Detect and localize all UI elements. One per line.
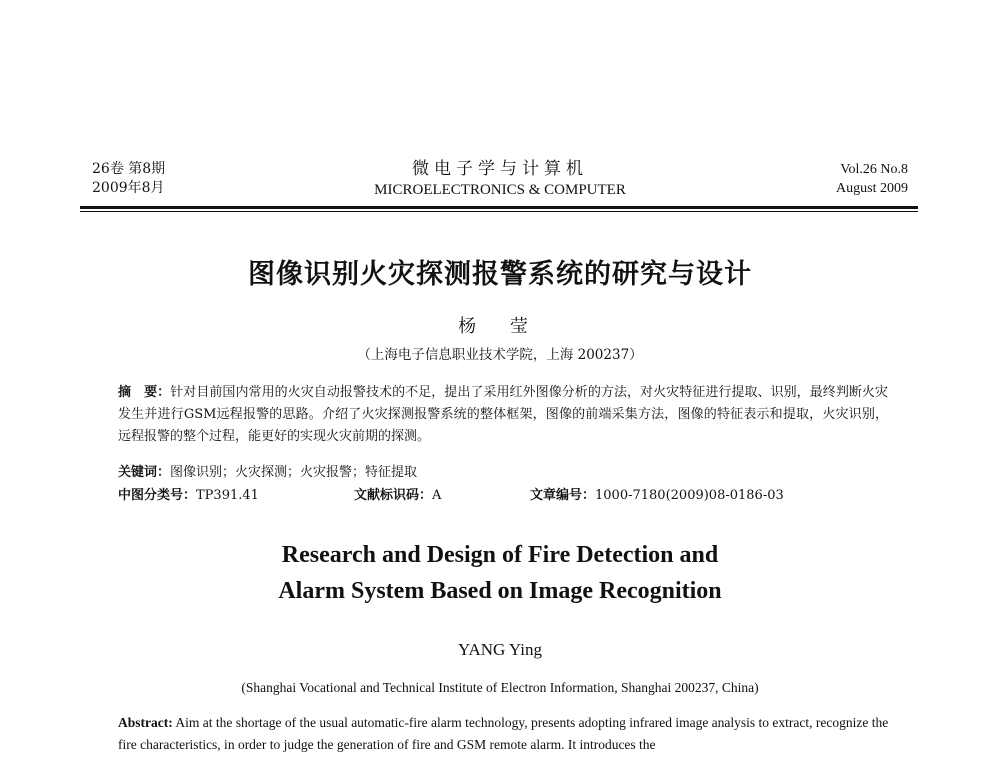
article-number-value: 1000-7180(2009)08-0186-03 (595, 488, 784, 503)
journal-name-en: MICROELECTRONICS & COMPUTER (374, 182, 626, 198)
clc-number (118, 484, 259, 503)
doc-code-label: 文献标识码： (354, 488, 433, 503)
abstract-cn (118, 382, 888, 448)
author-en: YANG Ying (458, 640, 542, 659)
header-volume-cn-text: 26卷 第8期 (92, 161, 166, 177)
paper-title-cn: 图像识别火灾探测报警系统的研究与设计 (248, 259, 752, 290)
abstract-cn-label: 摘 要： (118, 385, 171, 400)
article-number (530, 484, 784, 503)
keywords-cn-text: 图像识别；火灾探测；火灾报警；特征提取 (170, 465, 418, 480)
abstract-en (118, 712, 896, 756)
header-date-en: August 2009 (836, 181, 908, 196)
abstract-en-label: Abstract: (118, 715, 173, 730)
header-date-cn: 2009年8月 (92, 180, 165, 196)
document-code (354, 484, 441, 503)
abstract-cn-text: 针对目前国内常用的火灾自动报警技术的不足，提出了采用红外图像分析的方法，对火灾特征进行提取、识别，最终判断火灾发生并进行GSM远程报警的思路。介绍了火灾探测报警系统的整体框架，图像的前端采集方法，图像的特征表示和提取，火灾识别，远程报警的整个过程，能更好的实现火灾前期的探测。 (118, 385, 888, 444)
header-volume-en (836, 160, 908, 198)
journal-name-cn: 微电子学与计算机 (412, 159, 588, 179)
affiliation-en: (Shanghai Vocational and Technical Institute of Electron Information, Shanghai 200237, China) (241, 680, 759, 695)
header-journal (300, 158, 700, 200)
keywords-cn (118, 461, 417, 480)
header-volume-en-text: Vol.26 No.8 (840, 162, 908, 177)
doc-code-value: A (432, 488, 442, 503)
keywords-cn-label: 关键词： (118, 465, 171, 480)
header-rule-thin (80, 211, 918, 212)
paper-title-en-line2: Alarm System Based on Image Recognition (278, 578, 722, 604)
paper-title-en-line1: Research and Design of Fire Detection and (281, 542, 719, 568)
author-cn: 杨 莹 (458, 316, 542, 337)
affiliation-cn: （上海电子信息职业技术学院，上海 200237） (357, 347, 643, 363)
abstract-en-text: Aim at the shortage of the usual automatic-fire alarm technology, presents adopting infrared image analysis to extract, recognize the fire characteristics, in order to judge the generation of fire and GSM remote alarm. It introduces the (118, 715, 889, 752)
paper-title-en (0, 537, 1000, 609)
header-volume-cn (92, 160, 165, 198)
header-rule-thick (80, 206, 918, 209)
article-number-label: 文章编号： (530, 488, 596, 503)
clc-label: 中图分类号： (118, 488, 197, 503)
clc-value: TP391.41 (196, 488, 259, 503)
